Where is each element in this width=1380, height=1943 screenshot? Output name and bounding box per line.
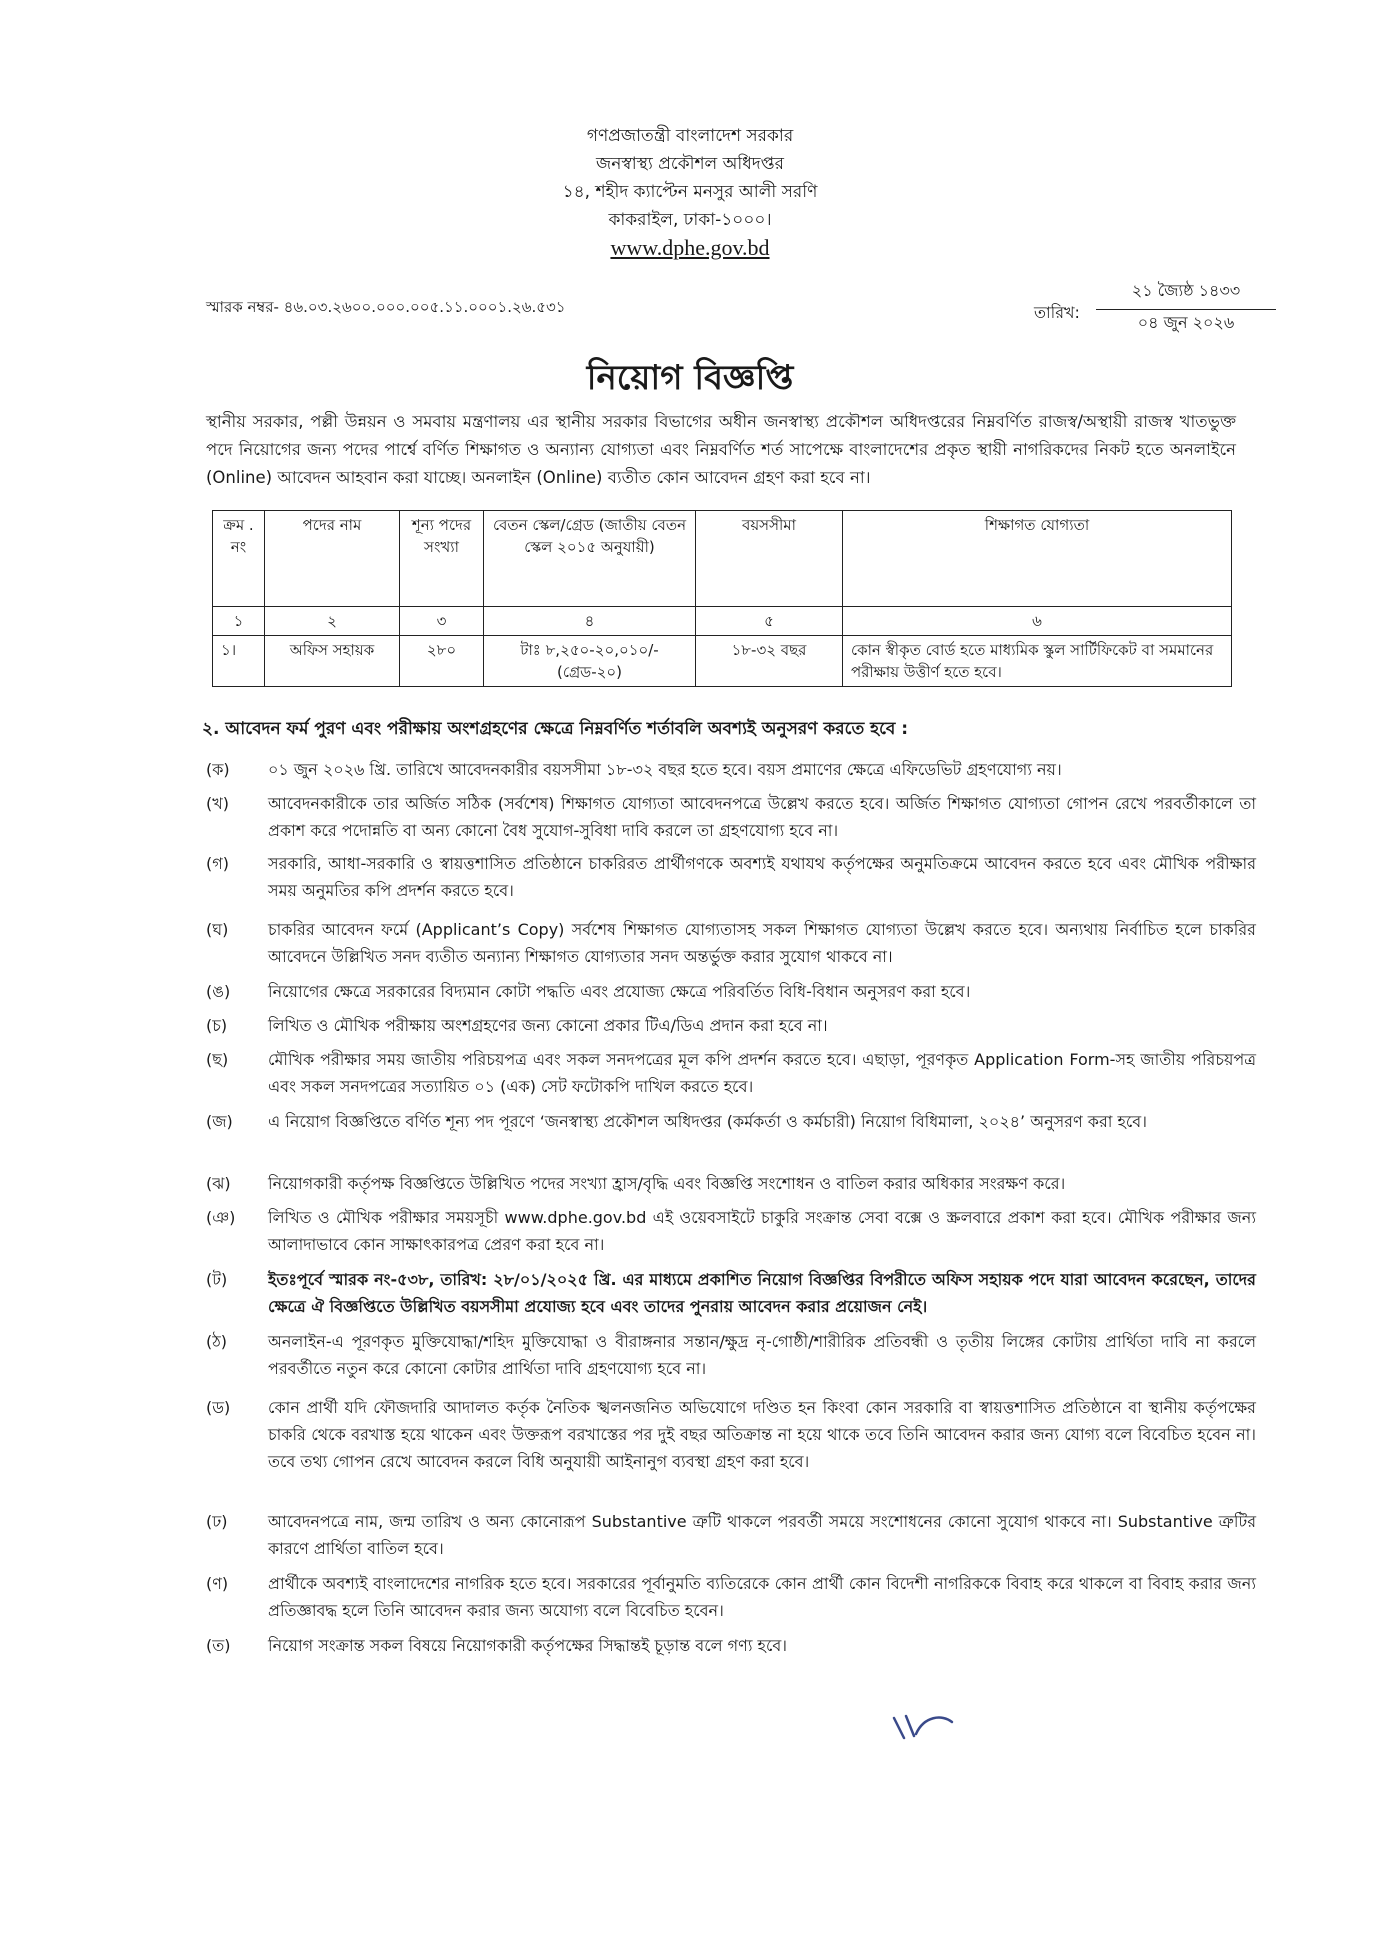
section-2-heading: ২. আবেদন ফর্ম পুরণ এবং পরীক্ষায় অংশগ্রহণের ক্ষেত্রে নিম্নবর্ণিত শর্তাবলি অবশ্যই অনুসরণ করতে হবে : <box>202 719 909 739</box>
table-header-cell: পদের নাম <box>265 511 400 607</box>
condition-mark: (চ) <box>206 1016 228 1035</box>
date-english: ০৪ জুন ২০২৬ <box>1137 313 1235 332</box>
qualification-cell: কোন স্বীকৃত বোর্ড হতে মাধ্যমিক স্কুল সার্টিফিকেট বা সমমানের পরীক্ষায় উত্তীর্ণ হতে হবে। <box>843 636 1232 687</box>
condition-text: আবেদনপত্রে নাম, জন্ম তারিখ ও অন্য কোনোরূপ Substantive ত্রুটি থাকলে পরবর্তী সময়ে সংশোধনের কোনো সুযোগ থাকবে না। Substantive ত্রুটির কারণে প্রার্থিতা বাতিল হবে। <box>268 1512 1256 1558</box>
condition-mark: (ড) <box>206 1398 231 1417</box>
table-header-cell: শিক্ষাগত যোগ্যতা <box>843 511 1232 607</box>
condition-mark: (জ) <box>206 1112 233 1131</box>
condition-text: লিখিত ও মৌখিক পরীক্ষায় অংশগ্রহণের জন্য কোনো প্রকার টিএ/ডিএ প্রদান করা হবে না। <box>268 1016 828 1035</box>
condition-mark: (গ) <box>206 854 229 873</box>
table-header-cell: ক্রম . নং <box>213 511 265 607</box>
condition-text: নিয়োগকারী কর্তৃপক্ষ বিজ্ঞপ্তিতে উল্লিখিত পদের সংখ্যা হ্রাস/বৃদ্ধি এবং বিজ্ঞপ্তি সংশোধন ও বাতিল করার অধিকার সংরক্ষণ করে। <box>268 1174 1066 1193</box>
condition-mark: (ঝ) <box>206 1174 231 1193</box>
vacancy-table <box>212 510 1232 687</box>
condition-text: মৌখিক পরীক্ষার সময় জাতীয় পরিচয়পত্র এবং সকল সনদপত্রের মূল কপি প্রদর্শন করতে হবে। এছাড়া, পূরণকৃত Application Form-সহ জাতীয় পরিচয়পত্র এবং সকল সনদপত্রের সত্যায়িত ০১ (এক) সেট ফটোকপি দাখিল করতে হবে। <box>268 1050 1256 1096</box>
age-limit-cell: ১৮-৩২ বছর <box>696 636 843 687</box>
condition-text: কোন প্রার্থী যদি ফৌজদারি আদালত কর্তৃক নৈতিক স্খলনজনিত অভিযোগে দণ্ডিত হন কিংবা কোন সরকারি বা স্বায়ত্তশাসিত প্রতিষ্ঠানে বা স্থানীয় কর্তৃপক্ষের চাকরি থেকে বরখাস্ত হয়ে থাকেন এবং উক্তরূপ বরখাস্তের পর দুই বছর অতিক্রান্ত না হয়ে থাকে তবে তিনি আবেদন করার জন্য যোগ্য বলে বিবেচিত হবেন না। তবে তথ্য গোপন রেখে আবেদন করলে বিধি অনুযায়ী আইনানুগ ব্যবস্থা গ্রহণ করা হবে। <box>268 1398 1256 1471</box>
condition-text: সরকারি, আধা-সরকারি ও স্বায়ত্তশাসিত প্রতিষ্ঠানে চাকরিরত প্রার্থীগণকে অবশ্যই যথাযথ কর্তৃপক্ষের অনুমতিক্রমে আবেদন করতে হবে এবং মৌখিক পরীক্ষার সময় অনুমতির কপি প্রদর্শন করতে হবে। <box>268 854 1256 900</box>
pay-scale-cell: টাঃ ৮,২৫০-২০,০১০/- (গ্রেড-২০) <box>484 636 696 687</box>
condition-mark: (ঙ) <box>206 982 231 1001</box>
condition-text: প্রার্থীকে অবশ্যই বাংলাদেশের নাগরিক হতে হবে। সরকারের পূর্বানুমতি ব্যতিরেকে কোন প্রার্থী কোন বিদেশী নাগরিককে বিবাহ করে থাকলে বা বিবাহ করার জন্য প্রতিজ্ঞাবদ্ধ হলে তিনি আবেদন করার জন্য অযোগ্য বলে বিবেচিত হবেন। <box>268 1574 1256 1620</box>
condition-text: ইতঃপূর্বে স্মারক নং-৫৩৮, তারিখ: ২৮/০১/২০২৫ খ্রি. এর মাধ্যমে প্রকাশিত নিয়োগ বিজ্ঞপ্তির বিপরীতে অফিস সহায়ক পদে যারা আবেদন করেছেন, তাদের ক্ষেত্রে ঐ বিজ্ঞপ্তিতে উল্লিখিত বয়সসীমা প্রযোজ্য হবে এবং তাদের পুনরায় আবেদন করার প্রয়োজন নেই। <box>268 1270 1256 1316</box>
condition-mark: (ট) <box>206 1270 228 1289</box>
signature-mark <box>890 1708 970 1744</box>
condition-mark: (ঢ) <box>206 1512 228 1531</box>
column-number: ৫ <box>696 607 843 636</box>
condition-mark: (ত) <box>206 1636 231 1655</box>
header-line-2: জনস্বাস্থ্য প্রকৌশল অধিদপ্তর <box>596 154 784 174</box>
condition-mark: (ছ) <box>206 1050 229 1069</box>
column-number: ৬ <box>843 607 1232 636</box>
header-line-3: ১৪, শহীদ ক্যাপ্টেন মনসুর আলী সরণি <box>562 182 818 202</box>
condition-text: ০১ জুন ২০২৬ খ্রি. তারিখে আবেদনকারীর বয়সসীমা ১৮-৩২ বছর হতে হবে। বয়স প্রমাণের ক্ষেত্রে এফিডেভিট গ্রহণযোগ্য নয়। <box>268 760 1062 779</box>
table-header-row <box>213 511 1232 607</box>
serial-cell: ১। <box>213 636 265 687</box>
memo-number: স্মারক নম্বর- ৪৬.০৩.২৬০০.০০০.০০৫.১১.০০০১.২৬.৫৩১ <box>206 298 566 316</box>
condition-mark: (খ) <box>206 794 229 813</box>
column-number: ২ <box>265 607 400 636</box>
condition-mark: (ঠ) <box>206 1332 228 1351</box>
table-header-cell: বেতন স্কেল/গ্রেড (জাতীয় বেতন স্কেল ২০১৫ অনুযায়ী) <box>484 511 696 607</box>
table-number-row <box>213 607 1232 636</box>
condition-text: অনলাইন-এ পূরণকৃত মুক্তিযোদ্ধা/শহিদ মুক্তিযোদ্ধা ও বীরাঙ্গনার সন্তান/ক্ষুদ্র নৃ-গোষ্ঠী/শারীরিক প্রতিবন্ধী ও তৃতীয় লিঙ্গের কোটায় প্রার্থিতা দাবি না করলে পরবর্তীতে নতুন করে কোনো কোটার প্রার্থিতা দাবি গ্রহণযোগ্য হবে না। <box>268 1332 1256 1378</box>
intro-paragraph: স্থানীয় সরকার, পল্লী উন্নয়ন ও সমবায় মন্ত্রণালয় এর স্থানীয় সরকার বিভাগের অধীন জনস্বাস্থ্য প্রকৌশল অধিদপ্তরের নিম্নবর্ণিত রাজস্ব/অস্থায়ী রাজস্ব খাতভুক্ত পদে নিয়োগের জন্য পদের পার্শ্বে বর্ণিত শিক্ষাগত ও অন্যান্য যোগ্যতা এবং নিম্নবর্ণিত শর্ত সাপেক্ষে বাংলাদেশের প্রকৃত স্থায়ী নাগরিকদের নিকট হতে অনলাইনে (Online) আবেদন আহবান করা যাচ্ছে। অনলাইন (Online) ব্যতীত কোন আবেদন গ্রহণ করা হবে না। <box>206 412 1236 487</box>
office-header <box>0 122 1380 262</box>
table-header-cell: শূন্য পদের সংখ্যা <box>400 511 484 607</box>
notice-title: নিয়োগ বিজ্ঞপ্তি <box>586 358 794 398</box>
column-number: ১ <box>213 607 265 636</box>
condition-text: আবেদনকারীকে তার অর্জিত সঠিক (সর্বশেষ) শিক্ষাগত যোগ্যতা আবেদনপত্রে উল্লেখ করতে হবে। অর্জিত শিক্ষাগত যোগ্যতা গোপন রেখে পরবর্তীকালে তা প্রকাশ করে পদোন্নতি বা অন্য কোনো বৈধ সুযোগ-সুবিধা দাবি করলে তা গ্রহণযোগ্য হবে না। <box>268 794 1256 840</box>
column-number: ৪ <box>484 607 696 636</box>
condition-mark: (ক) <box>206 760 230 779</box>
date-label: তারিখ: <box>1034 303 1080 322</box>
condition-mark: (ঞ) <box>206 1208 236 1227</box>
date-bangla: ২১ জ্যৈষ্ঠ ১৪৩৩ <box>1096 278 1276 310</box>
header-line-1: গণপ্রজাতন্ত্রী বাংলাদেশ সরকার <box>586 126 794 146</box>
table-header-cell: বয়সসীমা <box>696 511 843 607</box>
table-row <box>213 636 1232 687</box>
condition-mark: (ঘ) <box>206 920 229 939</box>
website-link[interactable]: www.dphe.gov.bd <box>610 235 770 260</box>
condition-text: লিখিত ও মৌখিক পরীক্ষার সময়সূচী www.dphe.gov.bd এই ওয়েবসাইটে চাকুরি সংক্রান্ত সেবা বক্সে ও স্ক্রলবারে প্রকাশ করা হবে। মৌখিক পরীক্ষার জন্য আলাদাভাবে কোন সাক্ষাৎকারপত্র প্রেরণ করা হবে না। <box>268 1208 1256 1254</box>
vacancy-count-cell: ২৮০ <box>400 636 484 687</box>
column-number: ৩ <box>400 607 484 636</box>
condition-mark: (ণ) <box>206 1574 229 1593</box>
condition-text: নিয়োগ সংক্রান্ত সকল বিষয়ে নিয়োগকারী কর্তৃপক্ষের সিদ্ধান্তই চূড়ান্ত বলে গণ্য হবে। <box>268 1636 788 1655</box>
condition-text: চাকরির আবেদন ফর্মে (Applicant’s Copy) সর্বশেষ শিক্ষাগত যোগ্যতাসহ সকল শিক্ষাগত যোগ্যতা উল্লেখ করতে হবে। অন্যথায় নির্বাচিত হলে চাকরির আবেদনে উল্লিখিত সনদ ব্যতীত অন্যান্য শিক্ষাগত যোগ্যতার সনদ অন্তর্ভুক্ত করার সুযোগ থাকবে না। <box>268 920 1256 966</box>
post-name-cell: অফিস সহায়ক <box>265 636 400 687</box>
condition-text: নিয়োগের ক্ষেত্রে সরকারের বিদ্যমান কোটা পদ্ধতি এবং প্রযোজ্য ক্ষেত্রে পরিবর্তিত বিধি-বিধান অনুসরণ করা হবে। <box>268 982 971 1001</box>
header-line-4: কাকরাইল, ঢাকা-১০০০। <box>608 210 772 230</box>
condition-text: এ নিয়োগ বিজ্ঞপ্তিতে বর্ণিত শূন্য পদ পূরণে ‘জনস্বাস্থ্য প্রকৌশল অধিদপ্তর (কর্মকর্তা ও কর্মচারী) নিয়োগ বিধিমালা, ২০২৪’ অনুসরণ করা হবে। <box>268 1112 1147 1131</box>
